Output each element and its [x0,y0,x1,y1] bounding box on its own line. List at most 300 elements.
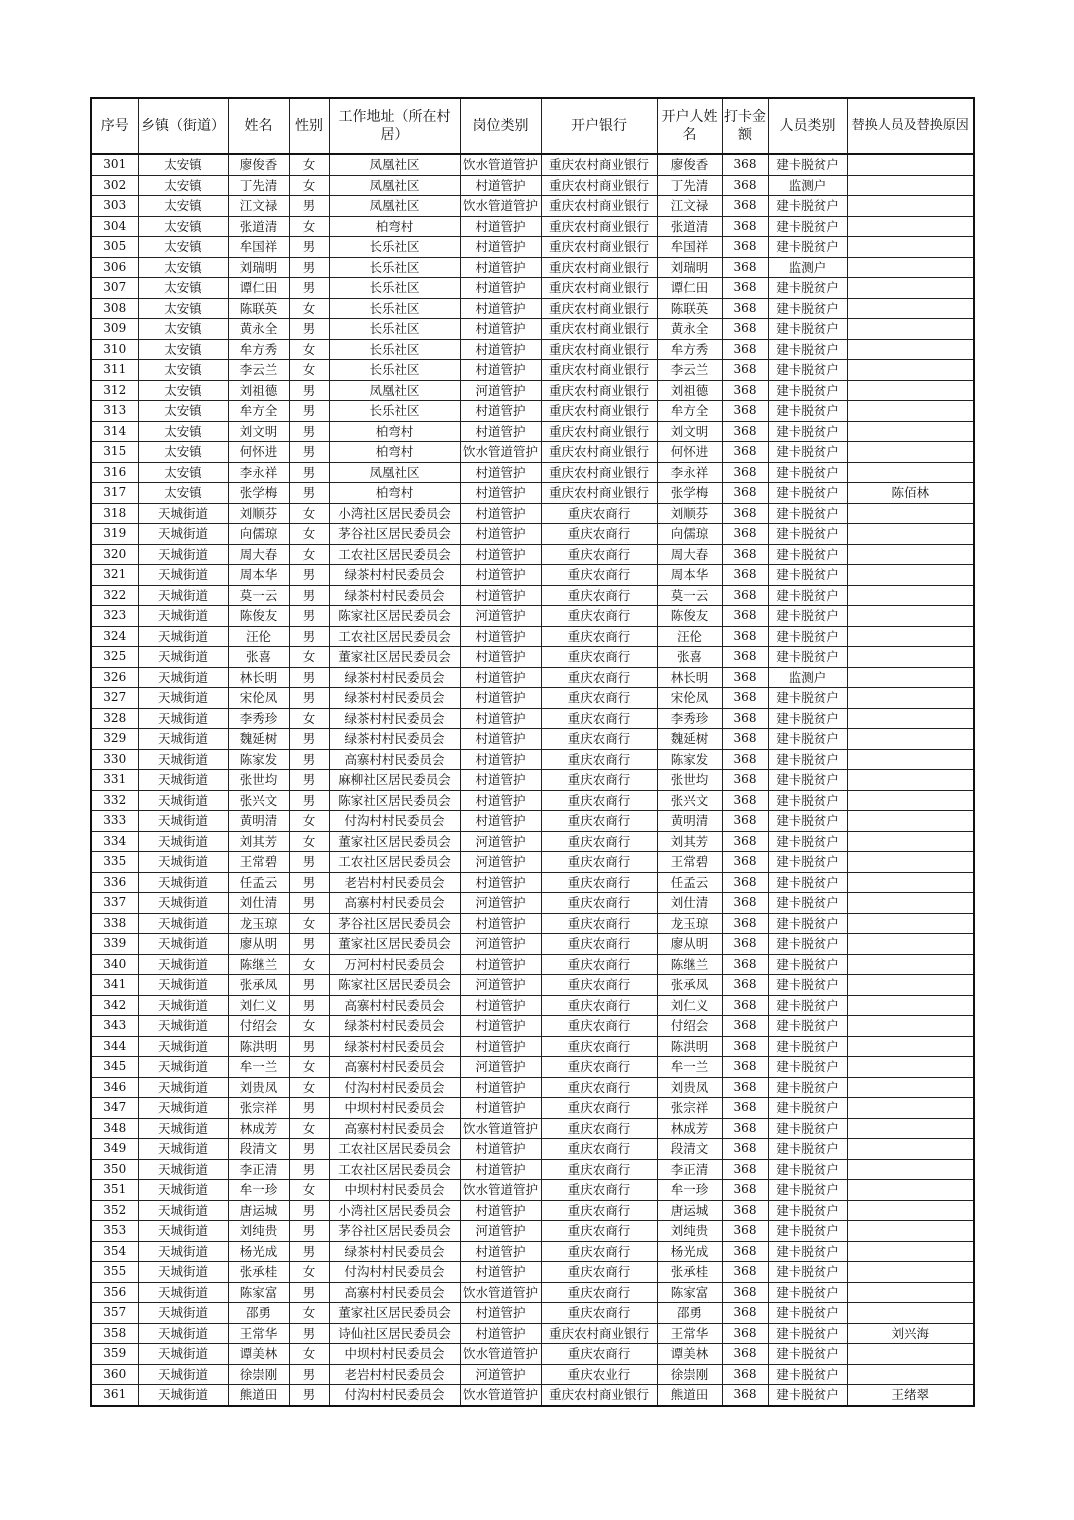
cell-amount: 368 [722,1323,768,1344]
cell-bank: 重庆农村商业银行 [541,442,657,463]
cell-replacement [847,1241,974,1262]
cell-bank: 重庆农商行 [541,893,657,914]
cell-seq-no: 348 [91,1118,138,1139]
cell-amount: 368 [722,770,768,791]
cell-name: 王常碧 [228,852,289,873]
cell-township: 天城街道 [138,852,228,873]
cell-gender: 女 [289,1262,329,1283]
cell-gender: 女 [289,360,329,381]
cell-position-type: 村道管护 [460,1139,541,1160]
cell-seq-no: 325 [91,647,138,668]
cell-replacement [847,667,974,688]
cell-position-type: 村道管护 [460,216,541,237]
cell-amount: 368 [722,667,768,688]
cell-work-address: 小湾社区居民委员会 [329,503,460,524]
cell-account-holder: 段清文 [657,1139,722,1160]
cell-name: 魏延树 [228,729,289,750]
cell-gender: 男 [289,257,329,278]
table-row [91,1180,974,1201]
cell-amount: 368 [722,688,768,709]
cell-township: 天城街道 [138,1303,228,1324]
cell-bank: 重庆农商行 [541,1139,657,1160]
cell-account-holder: 张承桂 [657,1262,722,1283]
cell-gender: 女 [289,913,329,934]
cell-gender: 女 [289,298,329,319]
cell-name: 牟一兰 [228,1057,289,1078]
cell-gender: 男 [289,1200,329,1221]
header-person-type: 人员类别 [768,98,847,154]
cell-work-address: 柏弯村 [329,216,460,237]
cell-person-type: 建卡脱贫户 [768,462,847,483]
cell-name: 熊道田 [228,1385,289,1406]
cell-work-address: 小湾社区居民委员会 [329,1200,460,1221]
cell-account-holder: 张喜 [657,647,722,668]
cell-position-type: 村道管护 [460,954,541,975]
cell-seq-no: 358 [91,1323,138,1344]
cell-bank: 重庆农村商业银行 [541,196,657,217]
cell-seq-no: 345 [91,1057,138,1078]
cell-gender: 女 [289,1180,329,1201]
table-row [91,1036,974,1057]
table-row [91,257,974,278]
table-row [91,1364,974,1385]
cell-name: 张学梅 [228,483,289,504]
cell-amount: 368 [722,1303,768,1324]
cell-seq-no: 360 [91,1364,138,1385]
table-row [91,688,974,709]
table-row [91,913,974,934]
cell-bank: 重庆农商行 [541,872,657,893]
cell-work-address: 工农社区居民委员会 [329,852,460,873]
cell-gender: 女 [289,175,329,196]
cell-account-holder: 张承凤 [657,975,722,996]
cell-position-type: 村道管护 [460,462,541,483]
cell-gender: 男 [289,770,329,791]
cell-replacement [847,1200,974,1221]
cell-seq-no: 322 [91,585,138,606]
cell-amount: 368 [722,975,768,996]
table-row [91,175,974,196]
table-row [91,1323,974,1344]
cell-seq-no: 323 [91,606,138,627]
cell-replacement [847,606,974,627]
cell-township: 天城街道 [138,1159,228,1180]
cell-account-holder: 刘贵凤 [657,1077,722,1098]
cell-seq-no: 312 [91,380,138,401]
cell-township: 天城街道 [138,811,228,832]
table-row [91,401,974,422]
cell-account-holder: 李云兰 [657,360,722,381]
cell-replacement [847,1364,974,1385]
table-row [91,1057,974,1078]
cell-replacement [847,1282,974,1303]
cell-name: 龙玉琼 [228,913,289,934]
cell-amount: 368 [722,872,768,893]
cell-person-type: 建卡脱贫户 [768,401,847,422]
cell-name: 唐运城 [228,1200,289,1221]
cell-person-type: 建卡脱贫户 [768,708,847,729]
cell-replacement [847,626,974,647]
cell-gender: 男 [289,852,329,873]
cell-replacement [847,421,974,442]
cell-position-type: 河道管护 [460,934,541,955]
cell-amount: 368 [722,524,768,545]
cell-replacement [847,154,974,175]
cell-replacement [847,1077,974,1098]
cell-account-holder: 陈家富 [657,1282,722,1303]
cell-amount: 368 [722,1262,768,1283]
cell-bank: 重庆农商行 [541,1118,657,1139]
cell-seq-no: 311 [91,360,138,381]
table-row [91,1385,974,1406]
cell-amount: 368 [722,934,768,955]
cell-work-address: 董家社区居民委员会 [329,934,460,955]
cell-gender: 女 [289,503,329,524]
cell-account-holder: 刘祖德 [657,380,722,401]
cell-amount: 368 [722,319,768,340]
cell-gender: 男 [289,729,329,750]
cell-township: 太安镇 [138,380,228,401]
cell-seq-no: 314 [91,421,138,442]
cell-township: 天城街道 [138,1057,228,1078]
cell-replacement [847,1036,974,1057]
cell-replacement [847,1098,974,1119]
cell-amount: 368 [722,729,768,750]
cell-amount: 368 [722,1159,768,1180]
cell-amount: 368 [722,1098,768,1119]
cell-position-type: 村道管护 [460,626,541,647]
cell-work-address: 茅谷社区居民委员会 [329,913,460,934]
cell-person-type: 建卡脱贫户 [768,339,847,360]
cell-bank: 重庆农商行 [541,708,657,729]
cell-name: 何怀进 [228,442,289,463]
cell-township: 天城街道 [138,1077,228,1098]
cell-gender: 男 [289,565,329,586]
cell-replacement [847,913,974,934]
cell-amount: 368 [722,893,768,914]
cell-township: 天城街道 [138,893,228,914]
cell-person-type: 建卡脱贫户 [768,442,847,463]
cell-person-type: 监测户 [768,667,847,688]
cell-name: 牟方秀 [228,339,289,360]
cell-township: 天城街道 [138,872,228,893]
cell-person-type: 建卡脱贫户 [768,154,847,175]
cell-replacement [847,278,974,299]
cell-name: 李正清 [228,1159,289,1180]
cell-position-type: 村道管护 [460,811,541,832]
cell-name: 谭仁田 [228,278,289,299]
cell-amount: 368 [722,339,768,360]
table-row [91,380,974,401]
cell-seq-no: 307 [91,278,138,299]
cell-person-type: 建卡脱贫户 [768,749,847,770]
cell-gender: 男 [289,401,329,422]
cell-name: 向儒琼 [228,524,289,545]
cell-account-holder: 谭仁田 [657,278,722,299]
cell-township: 天城街道 [138,1323,228,1344]
cell-bank: 重庆农商行 [541,749,657,770]
table-row [91,1241,974,1262]
cell-position-type: 饮水管道管护 [460,1118,541,1139]
cell-position-type: 村道管护 [460,1303,541,1324]
cell-person-type: 建卡脱贫户 [768,1385,847,1406]
cell-account-holder: 何怀进 [657,442,722,463]
table-row [91,360,974,381]
cell-amount: 368 [722,1057,768,1078]
cell-township: 太安镇 [138,237,228,258]
cell-person-type: 建卡脱贫户 [768,913,847,934]
cell-work-address: 付沟村村民委员会 [329,1385,460,1406]
cell-amount: 368 [722,360,768,381]
cell-position-type: 村道管护 [460,1323,541,1344]
cell-account-holder: 周本华 [657,565,722,586]
cell-bank: 重庆农商行 [541,585,657,606]
table-row [91,995,974,1016]
cell-township: 天城街道 [138,1241,228,1262]
cell-work-address: 绿茶村村民委员会 [329,729,460,750]
cell-gender: 男 [289,626,329,647]
cell-gender: 男 [289,196,329,217]
cell-seq-no: 318 [91,503,138,524]
header-row [91,98,974,154]
cell-replacement [847,1221,974,1242]
cell-replacement [847,524,974,545]
cell-replacement [847,708,974,729]
cell-account-holder: 陈家发 [657,749,722,770]
cell-replacement [847,319,974,340]
cell-amount: 368 [722,544,768,565]
cell-replacement [847,893,974,914]
cell-amount: 368 [722,913,768,934]
cell-replacement [847,1057,974,1078]
cell-seq-no: 359 [91,1344,138,1365]
cell-replacement: 陈佰林 [847,483,974,504]
cell-position-type: 饮水管道管护 [460,1282,541,1303]
cell-replacement [847,401,974,422]
cell-gender: 男 [289,872,329,893]
cell-bank: 重庆农村商业银行 [541,257,657,278]
cell-work-address: 陈家社区居民委员会 [329,606,460,627]
cell-amount: 368 [722,1118,768,1139]
cell-township: 天城街道 [138,667,228,688]
cell-bank: 重庆农村商业银行 [541,1323,657,1344]
cell-township: 天城街道 [138,975,228,996]
cell-position-type: 河道管护 [460,893,541,914]
cell-replacement [847,811,974,832]
cell-seq-no: 330 [91,749,138,770]
cell-position-type: 饮水管道管护 [460,442,541,463]
table-row [91,1118,974,1139]
cell-amount: 368 [722,175,768,196]
cell-name: 陈俊友 [228,606,289,627]
cell-seq-no: 335 [91,852,138,873]
cell-account-holder: 黄明清 [657,811,722,832]
cell-person-type: 建卡脱贫户 [768,380,847,401]
cell-amount: 368 [722,1241,768,1262]
cell-work-address: 凤凰社区 [329,380,460,401]
cell-work-address: 工农社区居民委员会 [329,1159,460,1180]
cell-seq-no: 347 [91,1098,138,1119]
cell-name: 陈继兰 [228,954,289,975]
cell-gender: 男 [289,278,329,299]
cell-amount: 368 [722,811,768,832]
cell-work-address: 凤凰社区 [329,154,460,175]
table-row [91,1098,974,1119]
cell-seq-no: 304 [91,216,138,237]
cell-position-type: 村道管护 [460,1262,541,1283]
cell-seq-no: 361 [91,1385,138,1406]
cell-work-address: 麻柳社区居民委员会 [329,770,460,791]
cell-seq-no: 336 [91,872,138,893]
cell-person-type: 建卡脱贫户 [768,1200,847,1221]
cell-bank: 重庆农村商业银行 [541,462,657,483]
cell-account-holder: 向儒琼 [657,524,722,545]
cell-work-address: 茅谷社区居民委员会 [329,1221,460,1242]
cell-bank: 重庆农商行 [541,1016,657,1037]
cell-seq-no: 303 [91,196,138,217]
cell-position-type: 河道管护 [460,831,541,852]
cell-bank: 重庆农商行 [541,1200,657,1221]
cell-name: 黄明清 [228,811,289,832]
table-row [91,975,974,996]
cell-replacement [847,585,974,606]
cell-bank: 重庆农商行 [541,975,657,996]
cell-position-type: 村道管护 [460,319,541,340]
cell-position-type: 饮水管道管护 [460,1180,541,1201]
cell-account-holder: 陈继兰 [657,954,722,975]
cell-gender: 男 [289,790,329,811]
cell-seq-no: 313 [91,401,138,422]
table-row [91,1200,974,1221]
cell-person-type: 建卡脱贫户 [768,544,847,565]
cell-work-address: 长乐社区 [329,298,460,319]
table-row [91,626,974,647]
table-row [91,503,974,524]
table-row [91,524,974,545]
cell-township: 太安镇 [138,442,228,463]
cell-amount: 368 [722,196,768,217]
cell-account-holder: 陈联英 [657,298,722,319]
cell-gender: 女 [289,524,329,545]
cell-township: 太安镇 [138,401,228,422]
table-row [91,749,974,770]
cell-township: 天城街道 [138,749,228,770]
cell-township: 天城街道 [138,831,228,852]
cell-name: 张兴文 [228,790,289,811]
cell-bank: 重庆农商行 [541,1221,657,1242]
cell-bank: 重庆农村商业银行 [541,483,657,504]
table-row [91,1282,974,1303]
header-amount: 打卡金额 [722,98,768,154]
cell-seq-no: 341 [91,975,138,996]
cell-work-address: 柏弯村 [329,421,460,442]
cell-township: 天城街道 [138,606,228,627]
cell-position-type: 河道管护 [460,1364,541,1385]
cell-seq-no: 302 [91,175,138,196]
cell-name: 杨光成 [228,1241,289,1262]
cell-work-address: 工农社区居民委员会 [329,544,460,565]
cell-account-holder: 刘瑞明 [657,257,722,278]
cell-position-type: 村道管护 [460,565,541,586]
cell-position-type: 村道管护 [460,421,541,442]
cell-gender: 男 [289,1385,329,1406]
cell-bank: 重庆农商行 [541,565,657,586]
cell-township: 天城街道 [138,1364,228,1385]
cell-person-type: 建卡脱贫户 [768,1262,847,1283]
cell-account-holder: 龙玉琼 [657,913,722,934]
cell-position-type: 村道管护 [460,237,541,258]
cell-account-holder: 张兴文 [657,790,722,811]
cell-person-type: 建卡脱贫户 [768,237,847,258]
cell-replacement [847,1139,974,1160]
header-seq-no: 序号 [91,98,138,154]
cell-seq-no: 319 [91,524,138,545]
cell-position-type: 村道管护 [460,1241,541,1262]
cell-seq-no: 332 [91,790,138,811]
cell-person-type: 建卡脱贫户 [768,503,847,524]
cell-amount: 368 [722,380,768,401]
cell-gender: 男 [289,1241,329,1262]
cell-position-type: 村道管护 [460,524,541,545]
cell-bank: 重庆农村商业银行 [541,175,657,196]
cell-name: 李秀珍 [228,708,289,729]
cell-township: 天城街道 [138,708,228,729]
cell-person-type: 建卡脱贫户 [768,1016,847,1037]
table-row [91,831,974,852]
cell-position-type: 村道管护 [460,1098,541,1119]
cell-person-type: 建卡脱贫户 [768,954,847,975]
cell-name: 刘瑞明 [228,257,289,278]
cell-township: 太安镇 [138,462,228,483]
cell-position-type: 河道管护 [460,975,541,996]
cell-amount: 368 [722,1344,768,1365]
cell-gender: 男 [289,893,329,914]
table-row [91,585,974,606]
cell-work-address: 董家社区居民委员会 [329,647,460,668]
cell-seq-no: 355 [91,1262,138,1283]
cell-position-type: 村道管护 [460,667,541,688]
header-work-address: 工作地址（所在村居） [329,98,460,154]
cell-township: 太安镇 [138,339,228,360]
cell-name: 刘仕清 [228,893,289,914]
cell-person-type: 建卡脱贫户 [768,1303,847,1324]
cell-account-holder: 杨光成 [657,1241,722,1262]
cell-account-holder: 牟国祥 [657,237,722,258]
cell-position-type: 河道管护 [460,852,541,873]
cell-name: 江文禄 [228,196,289,217]
table-row [91,237,974,258]
cell-replacement [847,237,974,258]
cell-gender: 男 [289,975,329,996]
cell-name: 张承凤 [228,975,289,996]
cell-amount: 368 [722,647,768,668]
cell-gender: 女 [289,954,329,975]
cell-account-holder: 周大春 [657,544,722,565]
cell-account-holder: 廖俊香 [657,154,722,175]
cell-replacement [847,872,974,893]
cell-seq-no: 316 [91,462,138,483]
cell-amount: 368 [722,298,768,319]
cell-position-type: 村道管护 [460,278,541,299]
table-row [91,708,974,729]
cell-position-type: 村道管护 [460,1159,541,1180]
header-bank: 开户银行 [541,98,657,154]
cell-work-address: 付沟村村民委员会 [329,811,460,832]
cell-person-type: 建卡脱贫户 [768,278,847,299]
cell-gender: 男 [289,380,329,401]
cell-person-type: 建卡脱贫户 [768,1344,847,1365]
table-row [91,421,974,442]
